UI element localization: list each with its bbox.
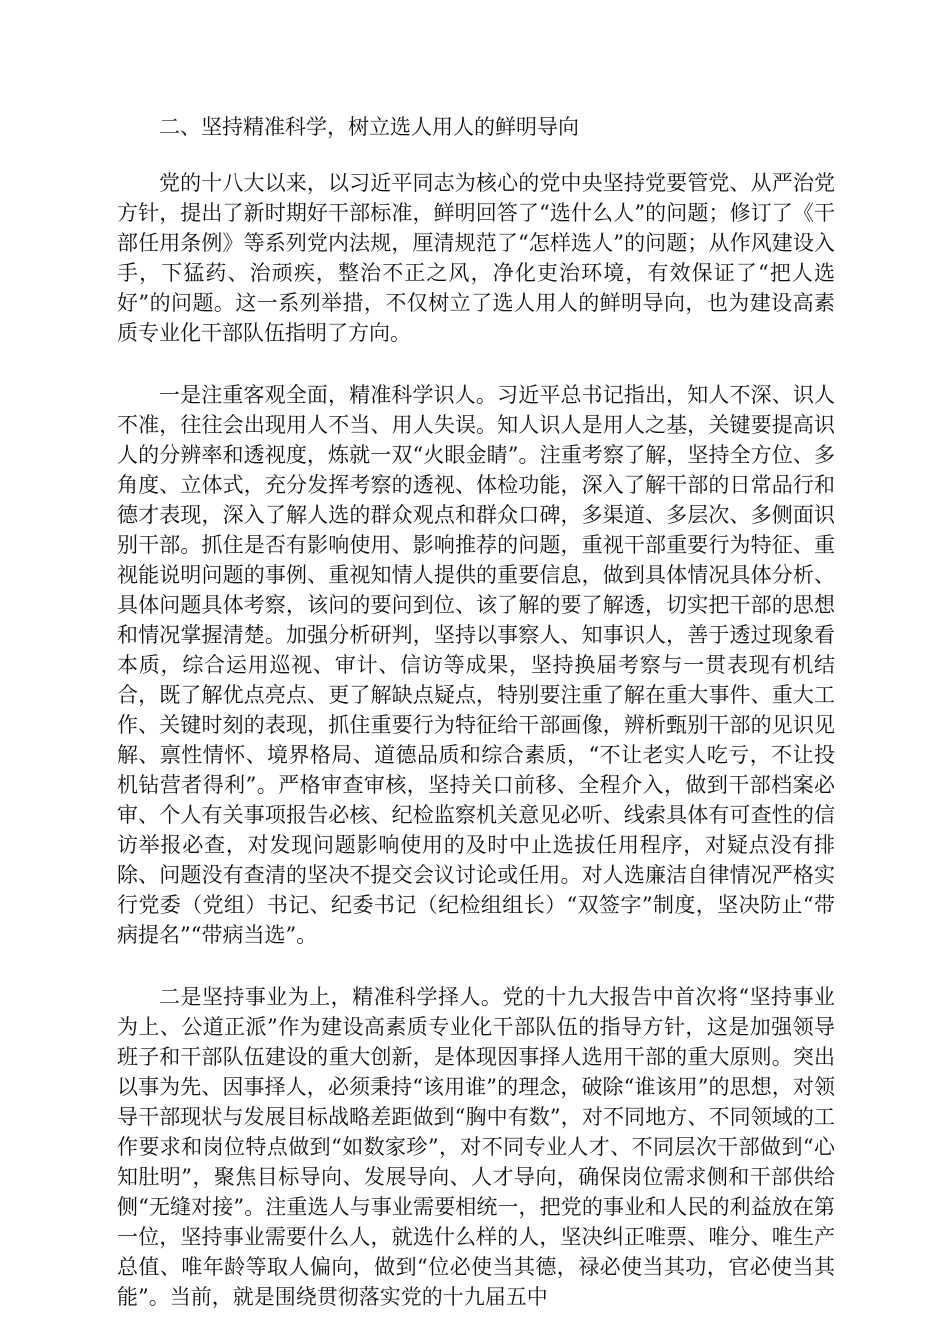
paragraph-intro: 党的十八大以来，以习近平同志为核心的党中央坚持党要管党、从严治党方针，提出了新时期好干部标准，鲜明回答了“选什么人”的问题；修订了《干部任用条例》等系列党内法规，厘清规范了“怎样选人”的问题；从作风建设入手，下猛药、治顽疾，整治不正之风，净化吏治环境，有效保证了“把人选好”的问题。这一系列举措，不仅树立了选人用人的鲜明导向，也为建设高素质专业化干部队伍指明了方向。 xyxy=(117,171,835,345)
paragraph-select-people: 二是坚持事业为上，精准科学择人。党的十九大报告中首次将“坚持事业为上、公道正派”作为建设高素质专业化干部队伍的指导方针，这是加强领导班子和干部队伍建设的重大创新，是体现因事择人选用干部的重大原则。突出以事为先、因事择人，必须秉持“该用谁”的理念，破除“谁该用”的思想，对领导干部现状与发展目标战略差距做到“胸中有数”，对不同地方、不同领域的工作要求和岗位特点做到“如数家珍”，对不同专业人才、不同层次干部做到“心知肚明”，聚焦目标导向、发展导向、人才导向，确保岗位需求侧和干部供给侧“无缝对接”。注重选人与事业需要相统一，把党的事业和人民的利益放在第一位，坚持事业需要什么人，就选什么样的人，坚决纠正唯票、唯分、唯生产总值、唯年龄等取人偏向，做到“位必使当其德，禄必使当其功，官必使当其能”。当前，就是围绕贯彻落实党的十九届五中 xyxy=(117,985,835,1309)
paragraph-identify-people: 一是注重客观全面，精准科学识人。习近平总书记指出，知人不深、识人不准，往往会出现用人不当、用人失误。知人识人是用人之基，关键要提高识人的分辨率和透视度，炼就一双“火眼金睛”。注重考察了解，坚持全方位、多角度、立体式，充分发挥考察的透视、体检功能，深入了解干部的日常品行和德才表现，深入了解人选的群众观点和群众口碑，多渠道、多层次、多侧面识别干部。抓住是否有影响使用、影响推荐的问题，重视干部重要行为特征、重视能说明问题的事例、重视知情人提供的重要信息，做到具体情况具体分析、具体问题具体考察，该问的要问到位、该了解的要了解透，切实把干部的思想和情况掌握清楚。加强分析研判，坚持以事察人、知事识人，善于透过现象看本质，综合运用巡视、审计、信访等成果，坚持换届考察与一贯表现有机结合，既了解优点亮点、更了解缺点疑点，特别要注重了解在重大事件、重大工作、关键时刻的表现，抓住重要行为特征给干部画像，辨析甄别干部的见识见解、禀性情怀、境界格局、道德品质和综合素质，“不让老实人吃亏，不让投机钻营者得利”。严格审查审核，坚持关口前移、全程介入，做到干部档案必审、个人有关事项报告必核、纪检监察机关意见必听、线索具体有可查性的信访举报必查，对发现问题影响使用的及时中止选拔任用程序，对疑点没有排除、问题没有查清的坚决不提交会议讨论或任用。对人选廉洁自律情况严格实行党委（党组）书记、纪委书记（纪检组组长）“双签字”制度，坚决防止“带病提名”“带病当选”。 xyxy=(117,383,835,947)
document-body xyxy=(117,112,835,1344)
section-heading: 二、坚持精准科学，树立选人用人的鲜明导向 xyxy=(159,115,579,139)
